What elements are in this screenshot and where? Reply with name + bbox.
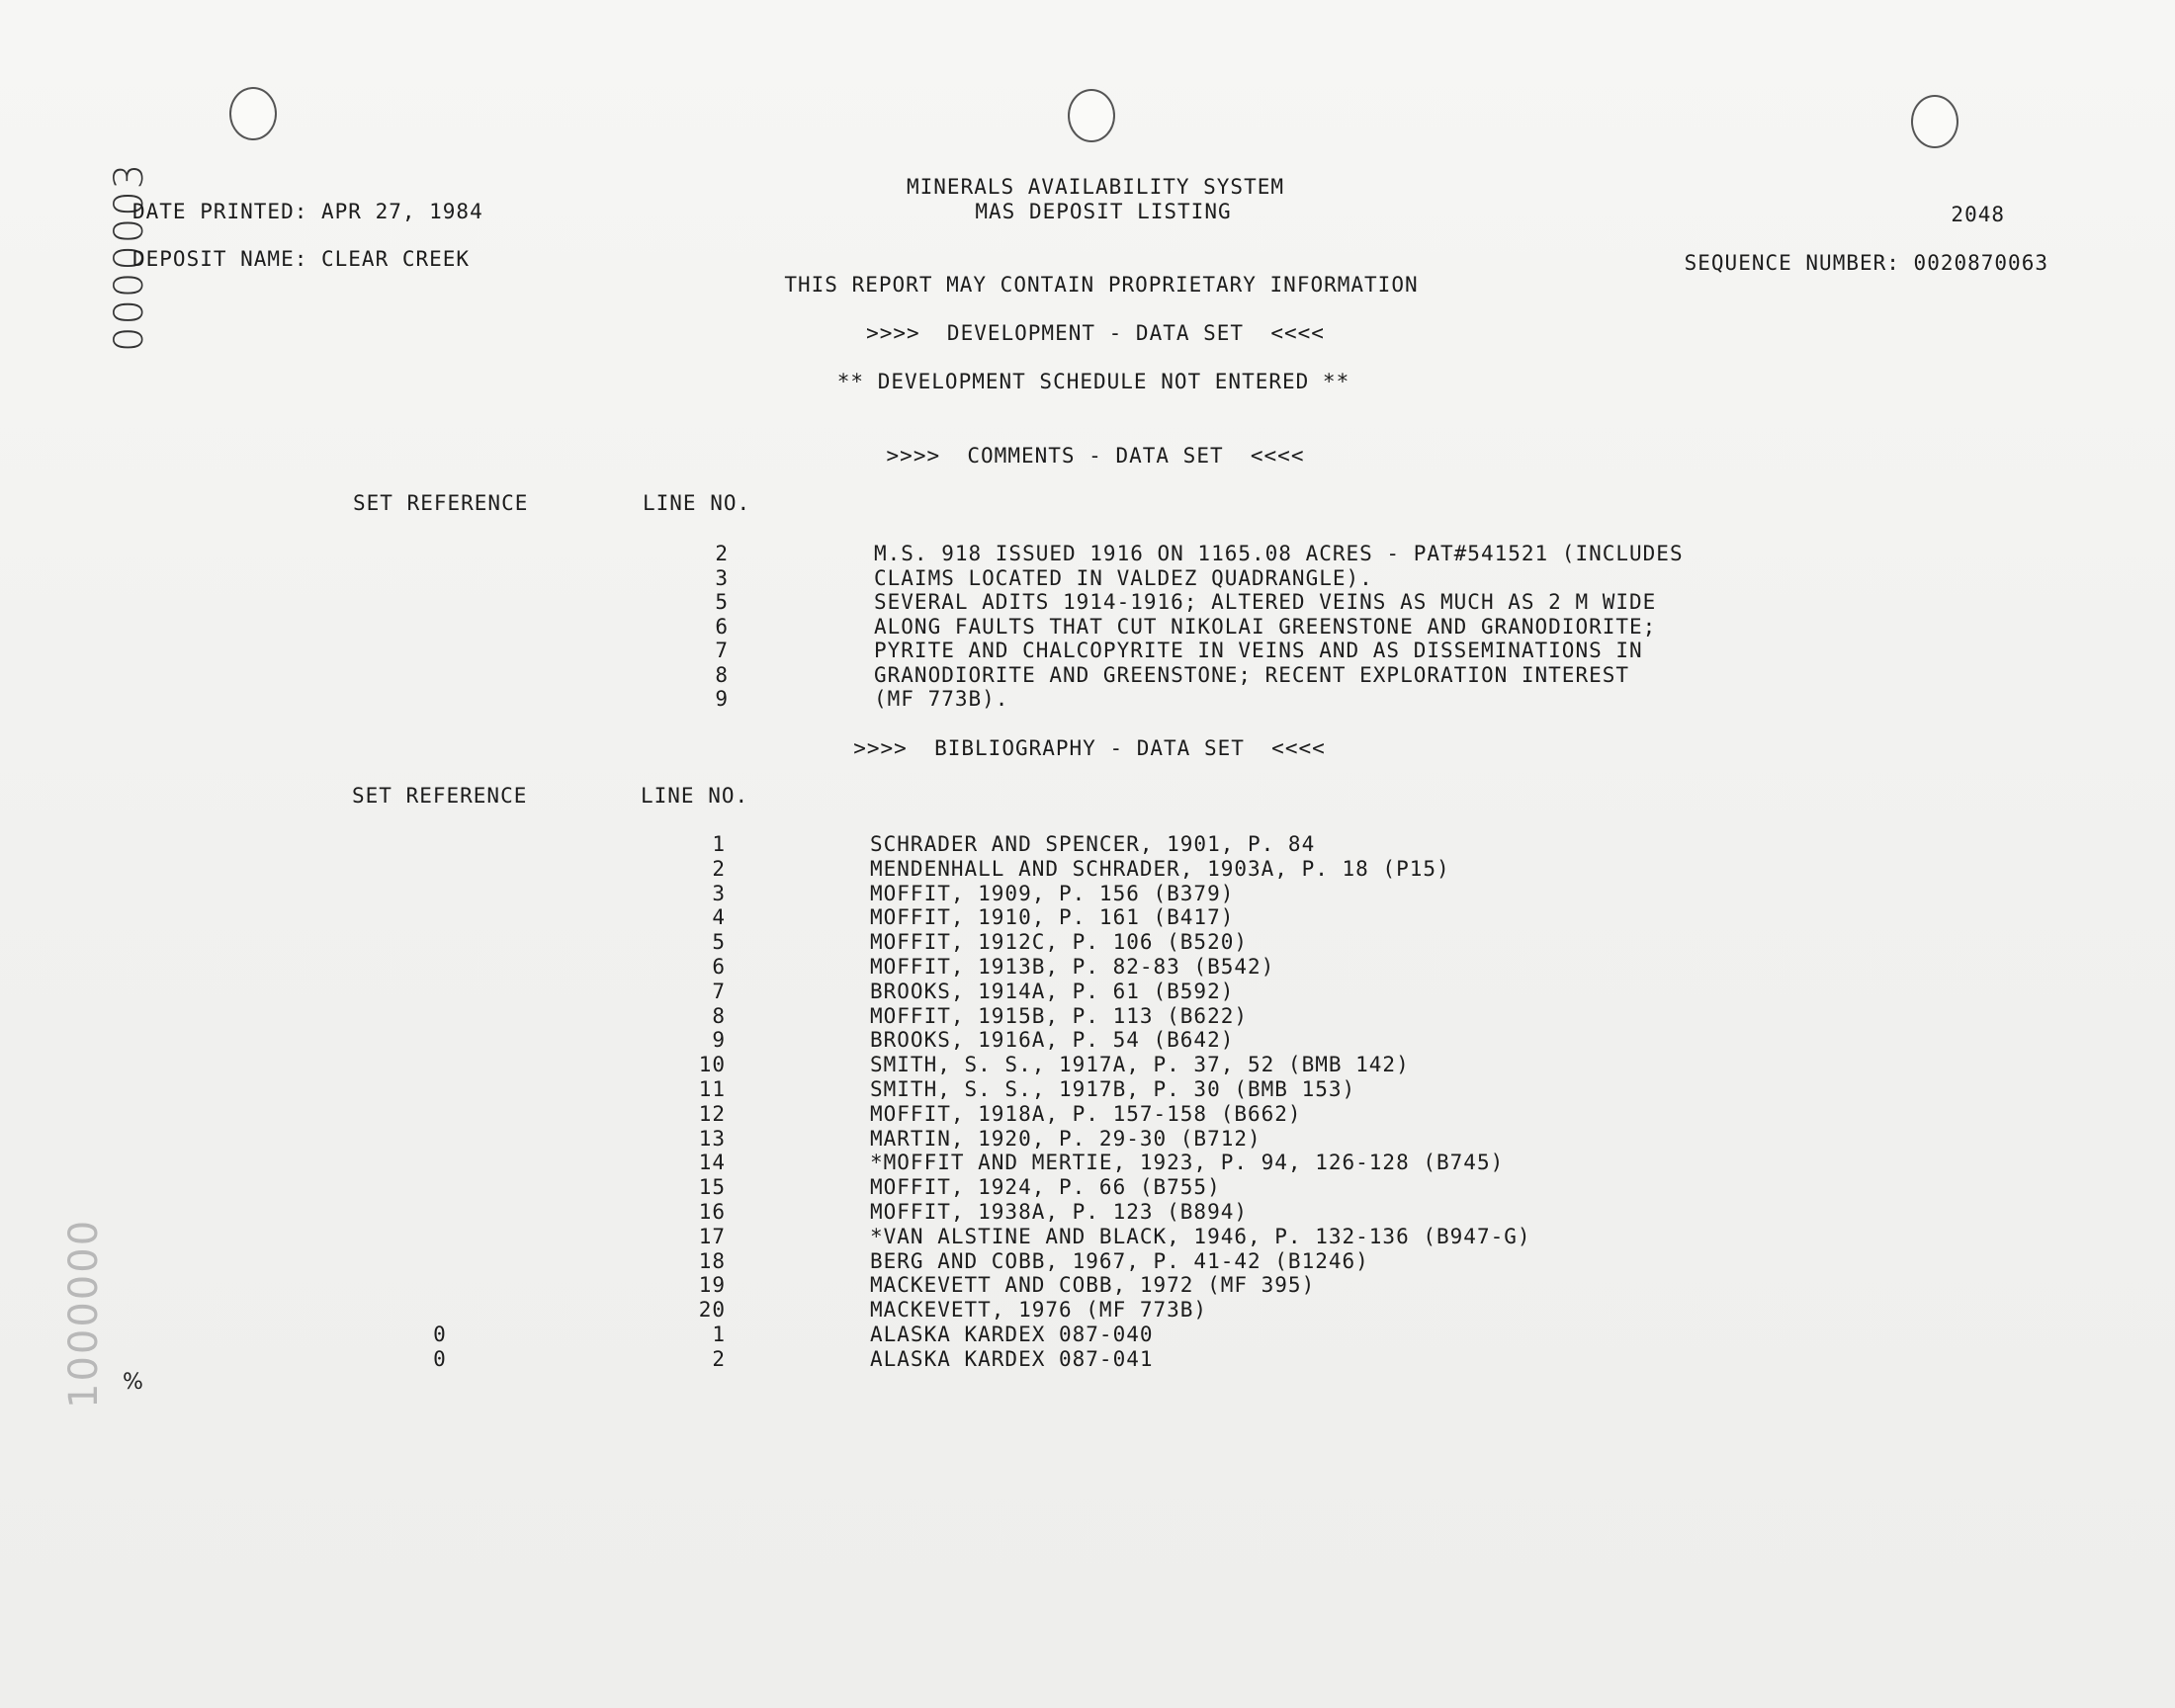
comments-heading: >>>> COMMENTS - DATA SET <<<< [886, 444, 1305, 468]
entry-text-cell: BROOKS, 1914A, P. 61 (B592) [870, 979, 1235, 1003]
entry-text-cell: BERG AND COBB, 1967, P. 41-42 (B1246) [870, 1248, 1369, 1273]
entry-text-cell: (MF 773B). [874, 687, 1009, 711]
entry-text-cell: MOFFIT, 1913B, P. 82-83 (B542) [870, 955, 1275, 979]
system-title: MINERALS AVAILABILITY SYSTEM [906, 175, 1285, 199]
entry-text-cell: ALONG FAULTS THAT CUT NIKOLAI GREENSTONE AND GRANODIORITE; [874, 614, 1657, 639]
line-number-cell: 9 [715, 687, 729, 711]
set-reference-cell: 0 [433, 1323, 447, 1346]
line-number-cell: 1 [712, 832, 726, 856]
entry-text-cell: BROOKS, 1916A, P. 54 (B642) [870, 1028, 1235, 1053]
listing-title: MAS DEPOSIT LISTING [975, 200, 1232, 223]
line-number-cell: 14 [698, 1151, 726, 1175]
entry-text-cell: MOFFIT, 1924, P. 66 (B755) [870, 1175, 1221, 1200]
percent-mark: % [123, 1370, 143, 1395]
entry-text-cell: M.S. 918 ISSUED 1916 ON 1165.08 ACRES - PAT#541521 (INCLUDES [874, 542, 1684, 565]
entry-text-cell: SCHRADER AND SPENCER, 1901, P. 84 [870, 832, 1316, 856]
line-number-cell: 5 [712, 930, 726, 955]
entry-text-cell: SMITH, S. S., 1917B, P. 30 (BMB 153) [870, 1077, 1356, 1101]
line-number-cell: 13 [698, 1126, 726, 1151]
bibliography-heading: >>>> BIBLIOGRAPHY - DATA SET <<<< [853, 736, 1326, 760]
comments-col-set-reference: SET REFERENCE [353, 491, 529, 515]
entry-text-cell: PYRITE AND CHALCOPYRITE IN VEINS AND AS DISSEMINATIONS IN [874, 639, 1643, 662]
sequence-number: SEQUENCE NUMBER: 0020870063 [1684, 251, 2048, 275]
line-number-cell: 15 [698, 1175, 726, 1200]
line-number-cell: 3 [712, 881, 726, 905]
development-note: ** DEVELOPMENT SCHEDULE NOT ENTERED ** [836, 370, 1350, 393]
line-number-cell: 7 [712, 979, 726, 1003]
line-number-cell: 6 [712, 955, 726, 979]
line-number-cell: 3 [715, 565, 729, 590]
line-number-cell: 5 [715, 590, 729, 614]
line-number-cell: 2 [712, 856, 726, 881]
entry-text-cell: *MOFFIT AND MERTIE, 1923, P. 94, 126-128 (B745) [870, 1151, 1505, 1175]
line-number-cell: 12 [698, 1101, 726, 1126]
date-printed: DATE PRINTED: APR 27, 1984 [132, 200, 483, 223]
entry-text-cell: MOFFIT, 1910, P. 161 (B417) [870, 905, 1235, 930]
punch-hole-center [1068, 89, 1115, 142]
line-number-cell: 16 [698, 1200, 726, 1224]
bibliography-col-set-reference: SET REFERENCE [352, 784, 528, 808]
entry-text-cell: CLAIMS LOCATED IN VALDEZ QUADRANGLE). [874, 565, 1373, 590]
margin-faint-stamp: 1000000 [61, 1218, 107, 1409]
deposit-name: DEPOSIT NAME: CLEAR CREEK [132, 247, 471, 271]
page-number: 2048 [1951, 203, 2005, 226]
entry-text-cell: MACKEVETT, 1976 (MF 773B) [870, 1298, 1208, 1323]
line-number-cell: 17 [698, 1224, 726, 1248]
punch-hole-right [1911, 95, 1958, 148]
line-number-cell: 8 [712, 1003, 726, 1028]
line-number-cell: 7 [715, 639, 729, 662]
entry-text-cell: MOFFIT, 1938A, P. 123 (B894) [870, 1200, 1249, 1224]
entry-text-cell: ALASKA KARDEX 087-041 [870, 1346, 1154, 1371]
line-number-cell: 2 [712, 1346, 726, 1371]
line-number-cell: 4 [712, 905, 726, 930]
entry-text-cell: MENDENHALL AND SCHRADER, 1903A, P. 18 (P15) [870, 856, 1450, 881]
margin-stamp: 0000003 [107, 161, 152, 352]
line-number-cell: 10 [698, 1053, 726, 1077]
entry-text-cell: MOFFIT, 1915B, P. 113 (B622) [870, 1003, 1249, 1028]
entry-text-cell: MOFFIT, 1912C, P. 106 (B520) [870, 930, 1249, 955]
comments-col-line-no: LINE NO. [643, 491, 751, 515]
line-number-cell: 18 [698, 1248, 726, 1273]
line-number-cell: 6 [715, 614, 729, 639]
entry-text-cell: SEVERAL ADITS 1914-1916; ALTERED VEINS AS MUCH AS 2 M WIDE [874, 590, 1657, 614]
proprietary-notice: THIS REPORT MAY CONTAIN PROPRIETARY INFORMATION [784, 273, 1419, 297]
punch-hole-left [229, 87, 277, 140]
entry-text-cell: GRANODIORITE AND GREENSTONE; RECENT EXPLORATION INTEREST [874, 662, 1630, 687]
entry-text-cell: *VAN ALSTINE AND BLACK, 1946, P. 132-136 (B947-G) [870, 1224, 1531, 1248]
entry-text-cell: MACKEVETT AND COBB, 1972 (MF 395) [870, 1273, 1316, 1298]
line-number-cell: 11 [698, 1077, 726, 1101]
entry-text-cell: MOFFIT, 1909, P. 156 (B379) [870, 881, 1235, 905]
bibliography-col-line-no: LINE NO. [641, 784, 749, 808]
entry-text-cell: MARTIN, 1920, P. 29-30 (B712) [870, 1126, 1262, 1151]
line-number-cell: 19 [698, 1273, 726, 1298]
entry-text-cell: ALASKA KARDEX 087-040 [870, 1323, 1154, 1346]
line-number-cell: 1 [712, 1323, 726, 1346]
line-number-cell: 8 [715, 662, 729, 687]
entry-text-cell: SMITH, S. S., 1917A, P. 37, 52 (BMB 142) [870, 1053, 1410, 1077]
line-number-cell: 9 [712, 1028, 726, 1053]
line-number-cell: 20 [698, 1298, 726, 1323]
set-reference-cell: 0 [433, 1346, 447, 1371]
line-number-cell: 2 [715, 542, 729, 565]
development-heading: >>>> DEVELOPMENT - DATA SET <<<< [866, 321, 1325, 345]
entry-text-cell: MOFFIT, 1918A, P. 157-158 (B662) [870, 1101, 1302, 1126]
